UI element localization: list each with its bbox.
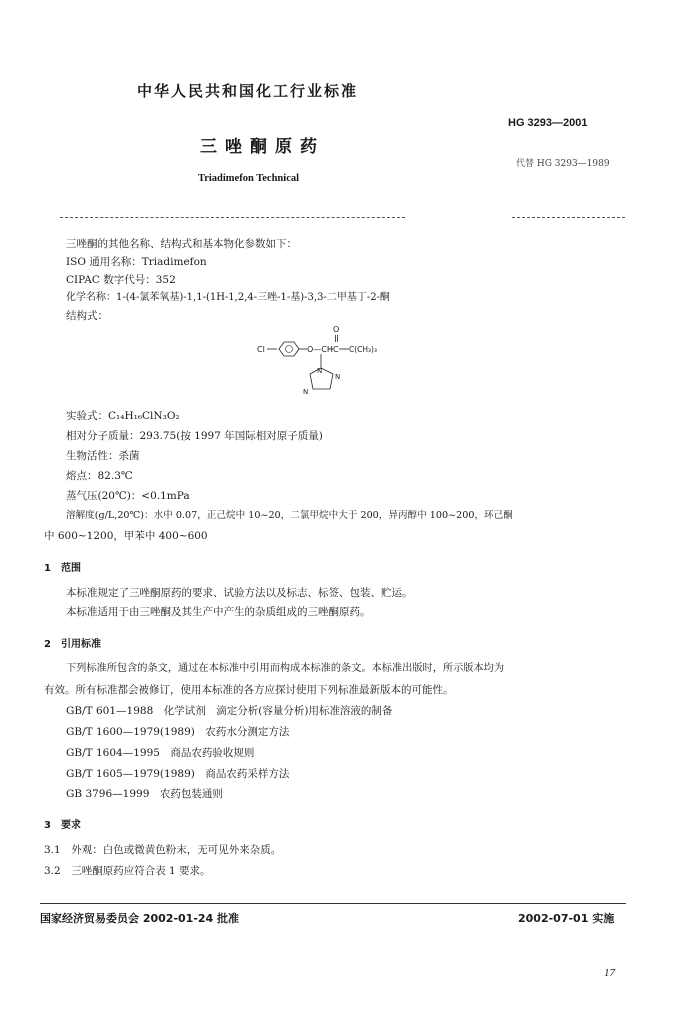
- reference-standard: GB 3796—1999 农药包装通则: [66, 788, 223, 800]
- chemical-name: 化学名称：1-(4-氯苯氧基)-1,1-(1H-1,2,4-三唑-1-基)-3,3-二甲基丁-2-酮: [66, 292, 390, 303]
- requirement-3-2: 3.2 三唑酮原药应符合表 1 要求。: [44, 865, 211, 877]
- issuing-authority-heading: 中华人民共和国化工行业标准: [137, 82, 359, 100]
- formula-o-label: O: [333, 325, 340, 334]
- reference-standard: GB/T 1600—1979(1989) 农药水分测定方法: [66, 726, 290, 738]
- section-1-paragraph-1: 本标准规定了三唑酮原药的要求、试验方法以及标志、标签、包装、贮运。: [66, 587, 413, 599]
- standard-number: HG 3293—2001: [508, 117, 588, 129]
- solubility-line-2: 中 600~1200，甲苯中 400~600: [44, 530, 208, 542]
- vapor-pressure: 蒸气压(20℃)：<0.1mPa: [66, 490, 190, 502]
- formula-c-label: C: [333, 345, 339, 354]
- iso-name: ISO 通用名称：Triadimefon: [66, 256, 207, 268]
- english-title: Triadimefon Technical: [198, 173, 300, 184]
- section-2-paragraph-line-2: 有效。所有标准都会被修订，使用本标准的各方应探讨使用下列标准最新版本的可能性。: [44, 684, 454, 696]
- section-2-heading: 2 引用标准: [44, 639, 101, 650]
- section-1-paragraph-2: 本标准适用于由三唑酮及其生产中产生的杂质组成的三唑酮原药。: [66, 606, 371, 618]
- replaces-note: 代替 HG 3293—1989: [516, 159, 610, 169]
- header-divider-left: [60, 217, 405, 218]
- section-1-heading: 1 范围: [44, 563, 81, 574]
- effective-date: 2002-07-01 实施: [518, 912, 615, 925]
- requirement-3-1: 3.1 外观：白色或微黄色粉末，无可见外来杂质。: [44, 844, 282, 856]
- formula-tbu-label: C(CH₃)₃: [349, 345, 377, 354]
- footer-divider: [40, 903, 626, 904]
- relative-molecular-mass: 相对分子质量：293.75(按 1997 年国际相对原子质量): [66, 430, 323, 442]
- biological-activity: 生物活性：杀菌: [66, 450, 140, 462]
- approval-statement: 国家经济贸易委员会 2002-01-24 批准: [40, 912, 240, 925]
- reference-standard: GB/T 601—1988 化学试剂 滴定分析(容量分析)用标准溶液的制备: [66, 705, 393, 717]
- solubility-line-1: 溶解度(g/L,20℃)：水中 0.07，正己烷中 10~20，二氯甲烷中大于 200，异丙醇中 100~200，环己酮: [66, 510, 513, 521]
- header-divider-right: [512, 217, 625, 218]
- reference-standard: GB/T 1605—1979(1989) 商品农药采样方法: [66, 768, 290, 780]
- formula-n1-label: N: [317, 367, 323, 375]
- cipac-code: CIPAC 数字代号：352: [66, 274, 176, 286]
- reference-standard: GB/T 1604—1995 商品农药验收规则: [66, 747, 255, 759]
- structural-formula: [255, 322, 455, 404]
- benzene-ring: [279, 342, 299, 356]
- melting-point: 熔点：82.3℃: [66, 470, 133, 482]
- section-3-heading: 3 要求: [44, 820, 81, 831]
- document-title: 三唑酮原药: [200, 137, 325, 157]
- empirical-formula: 实验式：C₁₄H₁₆ClN₃O₂: [66, 410, 180, 422]
- formula-n2-label: N: [335, 373, 341, 381]
- formula-och-label: O—CH: [307, 345, 333, 354]
- formula-cl-label: Cl: [257, 345, 265, 354]
- formula-n3-label: N: [303, 388, 309, 396]
- section-2-paragraph-line-1: 下列标准所包含的条文，通过在本标准中引用而构成本标准的条文。本标准出版时，所示版本均为: [66, 663, 505, 674]
- page-number: 17: [604, 967, 615, 979]
- intro-lead: 三唑酮的其他名称、结构式和基本物化参数如下：: [66, 238, 297, 250]
- structure-label: 结构式：: [66, 310, 108, 322]
